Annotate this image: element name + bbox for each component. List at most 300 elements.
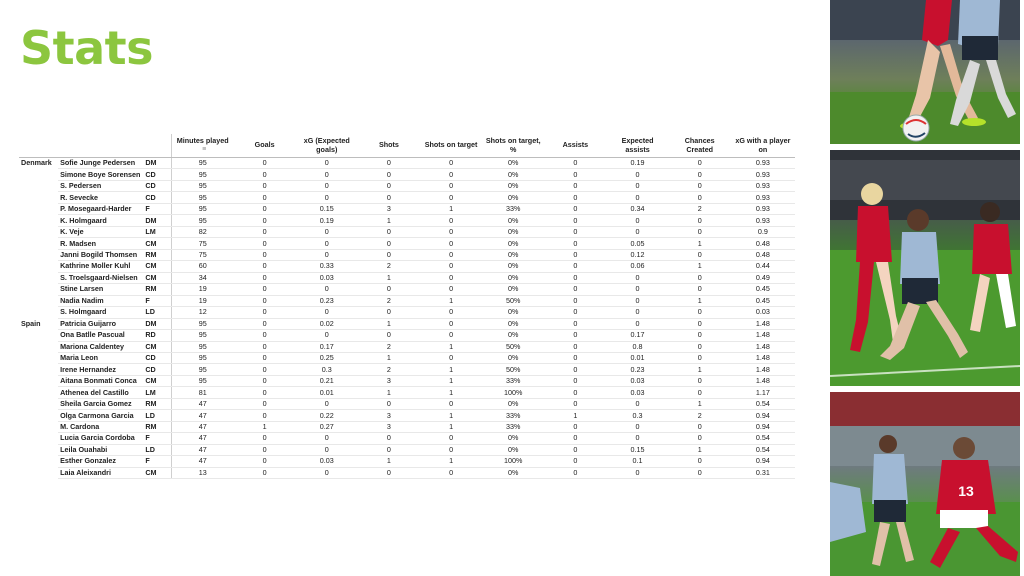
player-position: LD xyxy=(143,410,171,421)
cell-xg-with-player-on: 0.45 xyxy=(731,295,795,306)
cell-expected-assists: 0 xyxy=(606,295,668,306)
table-row xyxy=(19,226,795,237)
cell-shots: 0 xyxy=(358,158,420,169)
header-row xyxy=(19,134,795,158)
cell-assists: 0 xyxy=(544,307,606,318)
cell-xg: 0 xyxy=(296,238,358,249)
cell-goals: 0 xyxy=(234,456,296,467)
cell-goals: 0 xyxy=(234,169,296,180)
cell-expected-assists: 0 xyxy=(606,433,668,444)
cell-shots: 2 xyxy=(358,261,420,272)
cell-xg-with-player-on: 0.93 xyxy=(731,180,795,191)
cell-shots: 1 xyxy=(358,387,420,398)
cell-xg-with-player-on: 0.54 xyxy=(731,398,795,409)
cell-goals: 1 xyxy=(234,421,296,432)
table-row xyxy=(19,307,795,318)
cell-goals: 0 xyxy=(234,318,296,329)
cell-shots-on-target: 1 xyxy=(420,364,482,375)
table-row xyxy=(19,330,795,341)
cell-shots: 3 xyxy=(358,421,420,432)
player-position: CM xyxy=(143,238,171,249)
cell-chances-created: 1 xyxy=(669,364,731,375)
cell-minutes-played: 47 xyxy=(171,410,233,421)
table-header xyxy=(19,134,795,158)
cell-chances-created: 0 xyxy=(669,192,731,203)
cell-minutes-played: 47 xyxy=(171,444,233,455)
cell-goals: 0 xyxy=(234,341,296,352)
col-header-xg[interactable]: xG (Expected goals) xyxy=(296,134,358,158)
table-row xyxy=(19,215,795,226)
team-name xyxy=(19,295,58,306)
cell-xg-with-player-on: 1.48 xyxy=(731,375,795,386)
player-position: CD xyxy=(143,169,171,180)
cell-minutes-played: 95 xyxy=(171,158,233,169)
cell-expected-assists: 0.03 xyxy=(606,375,668,386)
cell-xg-with-player-on: 1.48 xyxy=(731,352,795,363)
cell-shots: 0 xyxy=(358,467,420,478)
team-name: Spain xyxy=(21,318,41,328)
cell-shots-on-target-pct: 0% xyxy=(482,215,544,226)
cell-shots-on-target-pct: 50% xyxy=(482,295,544,306)
cell-xg: 0.19 xyxy=(296,215,358,226)
cell-minutes-played: 82 xyxy=(171,226,233,237)
table-row xyxy=(19,421,795,432)
cell-shots-on-target: 1 xyxy=(420,203,482,214)
cell-chances-created: 0 xyxy=(669,158,731,169)
cell-xg: 0 xyxy=(296,467,358,478)
cell-shots-on-target: 0 xyxy=(420,467,482,478)
cell-assists: 0 xyxy=(544,238,606,249)
col-header-label: Minutes played xyxy=(176,135,229,145)
table-row xyxy=(19,272,795,283)
cell-shots: 3 xyxy=(358,203,420,214)
cell-shots-on-target: 0 xyxy=(420,330,482,341)
cell-chances-created: 2 xyxy=(669,410,731,421)
table-row xyxy=(19,238,795,249)
cell-chances-created: 0 xyxy=(669,387,731,398)
cell-goals: 0 xyxy=(234,410,296,421)
cell-shots: 0 xyxy=(358,307,420,318)
cell-chances-created: 0 xyxy=(669,249,731,260)
cell-shots-on-target-pct: 0% xyxy=(482,398,544,409)
col-header-shots-on-target-pct[interactable]: Shots on target, % xyxy=(482,134,544,158)
cell-minutes-played: 95 xyxy=(171,352,233,363)
svg-text:13: 13 xyxy=(958,483,974,499)
cell-goals: 0 xyxy=(234,180,296,191)
cell-goals: 0 xyxy=(234,272,296,283)
cell-goals: 0 xyxy=(234,284,296,295)
table-row xyxy=(19,410,795,421)
player-name: Patricia Guijarro xyxy=(58,318,143,329)
cell-shots: 2 xyxy=(358,295,420,306)
cell-shots-on-target-pct: 0% xyxy=(482,433,544,444)
cell-expected-assists: 0.06 xyxy=(606,261,668,272)
col-header-minutes-played[interactable] xyxy=(171,134,233,158)
player-name: Simone Boye Sorensen xyxy=(58,169,143,180)
player-position: CD xyxy=(143,364,171,375)
cell-xg: 0 xyxy=(296,433,358,444)
table-row xyxy=(19,169,795,180)
cell-xg-with-player-on: 0.94 xyxy=(731,421,795,432)
cell-shots: 0 xyxy=(358,180,420,191)
col-header-shots-on-target[interactable]: Shots on target xyxy=(420,134,482,158)
cell-chances-created: 0 xyxy=(669,169,731,180)
cell-shots: 3 xyxy=(358,410,420,421)
cell-chances-created: 0 xyxy=(669,341,731,352)
player-name: Janni Bogild Thomsen xyxy=(58,249,143,260)
cell-assists: 0 xyxy=(544,169,606,180)
player-name: Mariona Caldentey xyxy=(58,341,143,352)
player-position: CD xyxy=(143,352,171,363)
cell-xg: 0.21 xyxy=(296,375,358,386)
player-name: Olga Carmona Garcia xyxy=(58,410,143,421)
cell-assists: 0 xyxy=(544,192,606,203)
cell-shots-on-target-pct: 0% xyxy=(482,169,544,180)
table-row xyxy=(19,341,795,352)
cell-shots: 2 xyxy=(358,341,420,352)
cell-expected-assists: 0 xyxy=(606,284,668,295)
player-position: CM xyxy=(143,272,171,283)
cell-assists: 0 xyxy=(544,249,606,260)
cell-xg-with-player-on: 0.93 xyxy=(731,192,795,203)
cell-shots-on-target-pct: 0% xyxy=(482,261,544,272)
cell-shots-on-target-pct: 0% xyxy=(482,352,544,363)
cell-xg-with-player-on: 0.54 xyxy=(731,433,795,444)
table-row xyxy=(19,192,795,203)
cell-xg: 0 xyxy=(296,307,358,318)
team-name xyxy=(19,341,58,352)
cell-xg: 0.33 xyxy=(296,261,358,272)
player-column-header xyxy=(58,134,143,158)
cell-assists: 0 xyxy=(544,433,606,444)
cell-shots-on-target: 0 xyxy=(420,272,482,283)
cell-shots-on-target: 1 xyxy=(420,410,482,421)
player-position: F xyxy=(143,295,171,306)
player-position: LD xyxy=(143,444,171,455)
cell-xg: 0.15 xyxy=(296,203,358,214)
team-name xyxy=(19,364,58,375)
cell-goals: 0 xyxy=(234,307,296,318)
player-name: Laia Aleixandri xyxy=(58,467,143,478)
table-row xyxy=(19,387,795,398)
team-name xyxy=(19,433,58,444)
cell-shots-on-target-pct: 100% xyxy=(482,387,544,398)
team-name xyxy=(19,169,58,180)
cell-minutes-played: 19 xyxy=(171,284,233,295)
player-position: F xyxy=(143,203,171,214)
cell-minutes-played: 13 xyxy=(171,467,233,478)
player-position: LD xyxy=(143,307,171,318)
player-name: Irene Hernandez xyxy=(58,364,143,375)
cell-expected-assists: 0 xyxy=(606,318,668,329)
player-position: LM xyxy=(143,226,171,237)
cell-goals: 0 xyxy=(234,192,296,203)
player-name: Sheila Garcia Gomez xyxy=(58,398,143,409)
cell-expected-assists: 0.15 xyxy=(606,444,668,455)
player-name: Leila Ouahabi xyxy=(58,444,143,455)
cell-shots-on-target-pct: 0% xyxy=(482,272,544,283)
cell-assists: 0 xyxy=(544,180,606,191)
cell-shots-on-target-pct: 33% xyxy=(482,375,544,386)
cell-minutes-played: 95 xyxy=(171,375,233,386)
cell-xg-with-player-on: 1.48 xyxy=(731,318,795,329)
cell-shots: 0 xyxy=(358,226,420,237)
cell-expected-assists: 0.03 xyxy=(606,387,668,398)
cell-chances-created: 1 xyxy=(669,238,731,249)
cell-assists: 0 xyxy=(544,215,606,226)
player-position: CD xyxy=(143,192,171,203)
sort-icon[interactable]: ≡ xyxy=(202,146,207,153)
player-name: S. Holmgaard xyxy=(58,307,143,318)
cell-goals: 0 xyxy=(234,364,296,375)
player-position: RM xyxy=(143,249,171,260)
cell-goals: 0 xyxy=(234,330,296,341)
cell-chances-created: 1 xyxy=(669,261,731,272)
team-name xyxy=(19,444,58,455)
cell-shots-on-target: 1 xyxy=(420,341,482,352)
cell-expected-assists: 0 xyxy=(606,421,668,432)
cell-goals: 0 xyxy=(234,387,296,398)
cell-shots: 0 xyxy=(358,192,420,203)
team-name xyxy=(19,272,58,283)
col-header-shots[interactable]: Shots xyxy=(358,134,420,158)
cell-xg-with-player-on: 0.93 xyxy=(731,203,795,214)
cell-xg-with-player-on: 0.31 xyxy=(731,467,795,478)
cell-goals: 0 xyxy=(234,352,296,363)
cell-chances-created: 0 xyxy=(669,272,731,283)
cell-chances-created: 1 xyxy=(669,295,731,306)
team-name xyxy=(19,284,58,295)
team-name xyxy=(19,421,58,432)
cell-xg-with-player-on: 0.9 xyxy=(731,226,795,237)
cell-minutes-played: 95 xyxy=(171,169,233,180)
cell-shots: 0 xyxy=(358,330,420,341)
player-position: CM xyxy=(143,261,171,272)
cell-shots-on-target: 1 xyxy=(420,295,482,306)
cell-assists: 0 xyxy=(544,284,606,295)
table-row xyxy=(19,433,795,444)
cell-chances-created: 0 xyxy=(669,456,731,467)
photo-match-action-denmark-spain xyxy=(830,150,1020,386)
cell-chances-created: 0 xyxy=(669,215,731,226)
cell-minutes-played: 34 xyxy=(171,272,233,283)
cell-shots-on-target: 0 xyxy=(420,249,482,260)
cell-assists: 0 xyxy=(544,352,606,363)
cell-goals: 0 xyxy=(234,261,296,272)
player-position: RD xyxy=(143,330,171,341)
table-row xyxy=(19,375,795,386)
cell-assists: 0 xyxy=(544,421,606,432)
player-position: DM xyxy=(143,215,171,226)
cell-shots-on-target: 0 xyxy=(420,226,482,237)
team-column-header xyxy=(19,134,58,158)
cell-shots-on-target: 0 xyxy=(420,238,482,249)
table-row xyxy=(19,444,795,455)
cell-minutes-played: 47 xyxy=(171,456,233,467)
player-name: Nadia Nadim xyxy=(58,295,143,306)
cell-expected-assists: 0 xyxy=(606,398,668,409)
cell-assists: 1 xyxy=(544,410,606,421)
cell-xg-with-player-on: 0.48 xyxy=(731,249,795,260)
cell-shots-on-target: 0 xyxy=(420,444,482,455)
cell-chances-created: 1 xyxy=(669,398,731,409)
photo-tackle-number-13 xyxy=(830,392,1020,576)
cell-assists: 0 xyxy=(544,318,606,329)
cell-shots-on-target: 1 xyxy=(420,421,482,432)
cell-xg: 0 xyxy=(296,180,358,191)
cell-shots-on-target: 0 xyxy=(420,318,482,329)
cell-goals: 0 xyxy=(234,203,296,214)
cell-minutes-played: 95 xyxy=(171,203,233,214)
cell-xg-with-player-on: 0.94 xyxy=(731,456,795,467)
cell-xg: 0 xyxy=(296,226,358,237)
player-position: CM xyxy=(143,341,171,352)
cell-xg-with-player-on: 0.03 xyxy=(731,307,795,318)
cell-shots-on-target: 0 xyxy=(420,284,482,295)
cell-assists: 0 xyxy=(544,226,606,237)
cell-xg-with-player-on: 0.93 xyxy=(731,169,795,180)
cell-shots-on-target-pct: 50% xyxy=(482,364,544,375)
cell-goals: 0 xyxy=(234,226,296,237)
player-position: LM xyxy=(143,387,171,398)
player-position: CD xyxy=(143,180,171,191)
cell-xg: 0 xyxy=(296,169,358,180)
cell-expected-assists: 0.17 xyxy=(606,330,668,341)
cell-assists: 0 xyxy=(544,444,606,455)
cell-chances-created: 0 xyxy=(669,307,731,318)
team-name xyxy=(19,180,58,191)
cell-chances-created: 0 xyxy=(669,375,731,386)
team-name xyxy=(19,352,58,363)
table-body xyxy=(19,158,795,479)
player-name: Ona Batlle Pascual xyxy=(58,330,143,341)
col-header-assists[interactable]: Assists xyxy=(544,134,606,158)
cell-goals: 0 xyxy=(234,444,296,455)
cell-xg: 0.3 xyxy=(296,364,358,375)
table-row xyxy=(19,249,795,260)
cell-goals: 0 xyxy=(234,249,296,260)
cell-shots-on-target: 0 xyxy=(420,398,482,409)
team-name xyxy=(19,375,58,386)
cell-shots-on-target: 0 xyxy=(420,433,482,444)
player-name: S. Pedersen xyxy=(58,180,143,191)
cell-xg: 0.02 xyxy=(296,318,358,329)
cell-shots-on-target: 0 xyxy=(420,352,482,363)
player-name: Kathrine Moller Kuhl xyxy=(58,261,143,272)
cell-shots: 0 xyxy=(358,398,420,409)
team-name xyxy=(19,238,58,249)
col-header-goals[interactable]: Goals xyxy=(234,134,296,158)
team-name xyxy=(19,249,58,260)
team-name xyxy=(19,226,58,237)
col-header-chances-created[interactable]: Chances Created xyxy=(669,134,731,158)
cell-expected-assists: 0.3 xyxy=(606,410,668,421)
player-name: M. Cardona xyxy=(58,421,143,432)
cell-xg: 0 xyxy=(296,330,358,341)
player-name: Lucia Garcia Cordoba xyxy=(58,433,143,444)
cell-assists: 0 xyxy=(544,330,606,341)
col-header-xg-with-player-on[interactable]: xG with a player on xyxy=(731,134,795,158)
cell-shots-on-target-pct: 0% xyxy=(482,284,544,295)
team-name xyxy=(19,398,58,409)
player-position: CM xyxy=(143,375,171,386)
cell-minutes-played: 95 xyxy=(171,341,233,352)
player-position: RM xyxy=(143,284,171,295)
player-name: S. Troelsgaard-Nielsen xyxy=(58,272,143,283)
team-name xyxy=(19,261,58,272)
cell-minutes-played: 75 xyxy=(171,238,233,249)
player-name: Aitana Bonmati Conca xyxy=(58,375,143,386)
team-name xyxy=(19,215,58,226)
cell-chances-created: 0 xyxy=(669,433,731,444)
cell-assists: 0 xyxy=(544,203,606,214)
cell-assists: 0 xyxy=(544,158,606,169)
table-row xyxy=(19,261,795,272)
cell-xg-with-player-on: 0.44 xyxy=(731,261,795,272)
cell-shots: 1 xyxy=(358,272,420,283)
cell-expected-assists: 0 xyxy=(606,180,668,191)
cell-goals: 0 xyxy=(234,238,296,249)
cell-xg-with-player-on: 1.48 xyxy=(731,364,795,375)
cell-shots-on-target-pct: 100% xyxy=(482,456,544,467)
player-name: Maria Leon xyxy=(58,352,143,363)
cell-expected-assists: 0 xyxy=(606,226,668,237)
cell-minutes-played: 12 xyxy=(171,307,233,318)
cell-shots: 2 xyxy=(358,364,420,375)
cell-xg: 0 xyxy=(296,158,358,169)
cell-shots-on-target-pct: 0% xyxy=(482,467,544,478)
team-name xyxy=(19,467,58,478)
cell-expected-assists: 0 xyxy=(606,215,668,226)
cell-expected-assists: 0.01 xyxy=(606,352,668,363)
cell-expected-assists: 0.19 xyxy=(606,158,668,169)
cell-xg-with-player-on: 0.94 xyxy=(731,410,795,421)
cell-expected-assists: 0.05 xyxy=(606,238,668,249)
stats-table xyxy=(19,134,795,479)
cell-shots-on-target: 0 xyxy=(420,169,482,180)
cell-chances-created: 0 xyxy=(669,284,731,295)
cell-minutes-played: 95 xyxy=(171,192,233,203)
col-header-expected-assists[interactable]: Expected assists xyxy=(606,134,668,158)
cell-shots-on-target-pct: 0% xyxy=(482,330,544,341)
cell-shots-on-target-pct: 0% xyxy=(482,307,544,318)
cell-xg: 0.25 xyxy=(296,352,358,363)
cell-shots: 0 xyxy=(358,444,420,455)
cell-chances-created: 0 xyxy=(669,352,731,363)
cell-shots-on-target-pct: 0% xyxy=(482,226,544,237)
cell-shots-on-target: 1 xyxy=(420,387,482,398)
cell-shots-on-target-pct: 33% xyxy=(482,421,544,432)
table-row xyxy=(19,352,795,363)
team-name xyxy=(19,330,58,341)
cell-minutes-played: 95 xyxy=(171,330,233,341)
cell-minutes-played: 95 xyxy=(171,215,233,226)
player-name: R. Madsen xyxy=(58,238,143,249)
player-position: F xyxy=(143,456,171,467)
table-row xyxy=(19,284,795,295)
position-column-header xyxy=(143,134,171,158)
cell-xg-with-player-on: 1.17 xyxy=(731,387,795,398)
cell-minutes-played: 19 xyxy=(171,295,233,306)
cell-chances-created: 0 xyxy=(669,467,731,478)
cell-xg-with-player-on: 0.93 xyxy=(731,215,795,226)
cell-minutes-played: 95 xyxy=(171,318,233,329)
cell-xg-with-player-on: 0.45 xyxy=(731,284,795,295)
team-name xyxy=(19,456,58,467)
player-name: Esther Gonzalez xyxy=(58,456,143,467)
cell-chances-created: 0 xyxy=(669,180,731,191)
player-name: Stine Larsen xyxy=(58,284,143,295)
